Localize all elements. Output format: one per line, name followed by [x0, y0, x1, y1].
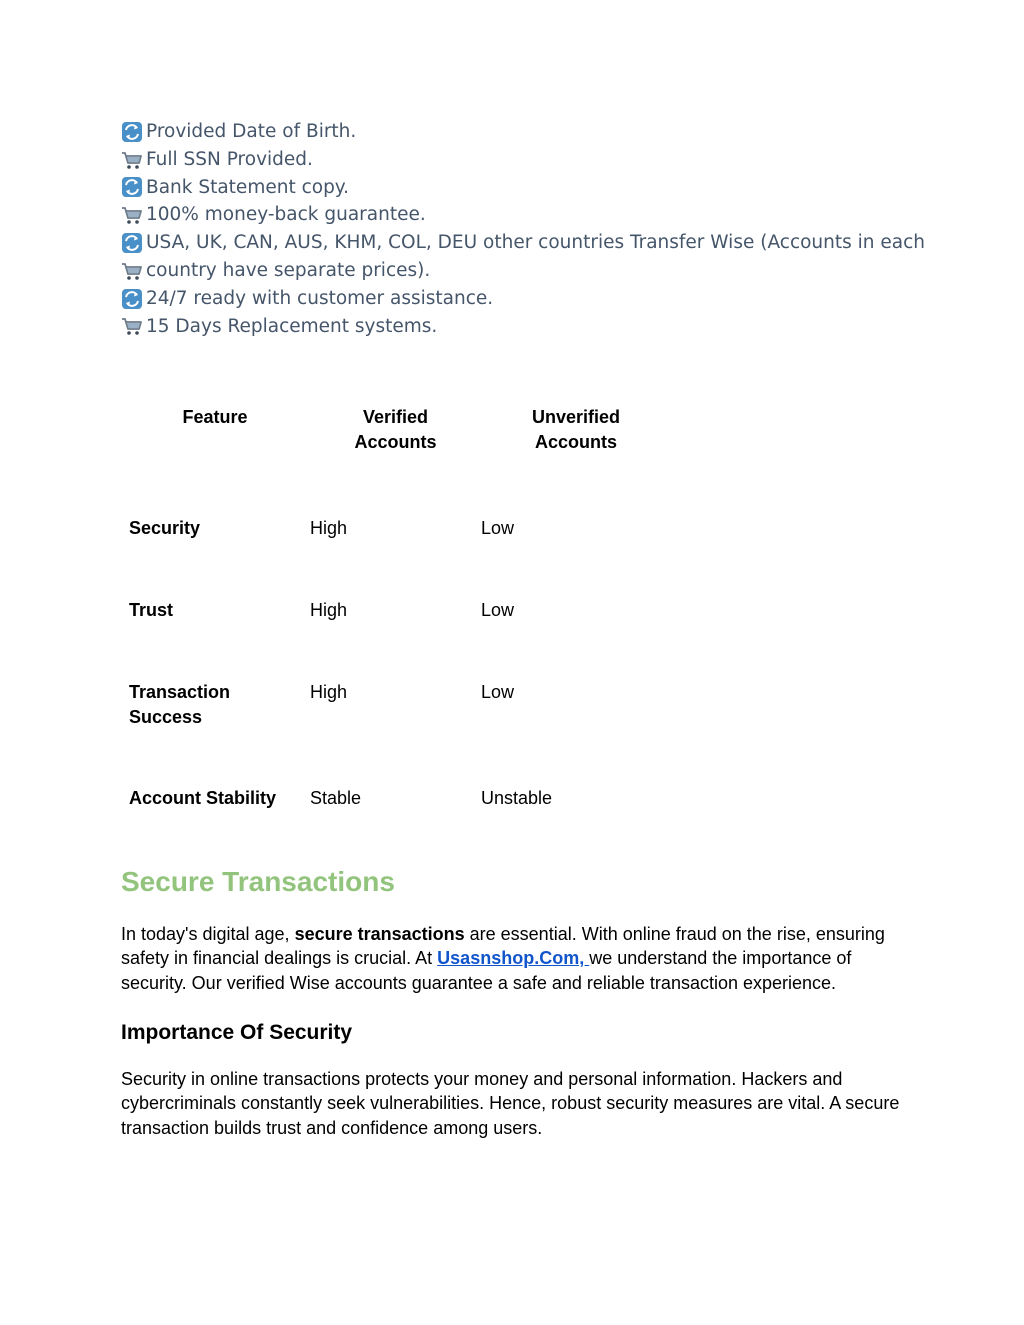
table-cell: Low — [481, 518, 515, 538]
feature-text: USA, UK, CAN, AUS, KHM, COL, DEU other countries Transfer Wise (Accounts in each — [146, 232, 926, 254]
row-label: Security — [129, 518, 201, 538]
list-item — [121, 118, 921, 146]
list-item — [121, 146, 921, 174]
column-header-feature: Feature — [182, 407, 248, 427]
secure-transactions-paragraph: In today's digital age, secure transactions are essential. With online fraud on the rise, ensuring safety in financial dealings is crucial. At Usasnshop.Com, we understand the importance of security. Our verified Wise accounts guarantee a safe and reliable transaction experience. — [121, 924, 885, 993]
column-header-unverified: Unverified Accounts — [531, 407, 621, 452]
repeat-arrows-icon — [121, 121, 143, 143]
shopping-cart-icon — [121, 204, 143, 226]
list-item — [121, 201, 921, 229]
feature-text: 100% money-back guarantee. — [146, 204, 426, 226]
feature-text: 24/7 ready with customer assistance. — [146, 287, 494, 309]
section-heading-secure-transactions: Secure Transactions — [121, 866, 395, 897]
list-item — [121, 257, 921, 285]
section-heading-importance-of-security: Importance Of Security — [121, 1021, 353, 1044]
table-cell: Stable — [310, 788, 362, 808]
list-item — [121, 229, 926, 257]
table-row — [120, 786, 671, 868]
table-header-row — [120, 396, 671, 516]
feature-text: 15 Days Replacement systems. — [146, 315, 438, 337]
feature-text: country have separate prices). — [146, 259, 431, 281]
importance-paragraph: Security in online transactions protects your money and personal information. Hackers and cybercriminals constantly seek vulnerabilities. Hence, robust security measures are vital. A secure transaction builds trust and confidence among users. — [121, 1069, 900, 1138]
list-item — [121, 285, 921, 313]
bold-phrase: secure transactions — [294, 924, 465, 944]
table-cell: High — [310, 518, 348, 538]
table-cell: High — [310, 682, 348, 702]
repeat-arrows-icon — [121, 176, 143, 198]
repeat-arrows-icon — [121, 288, 143, 310]
table-row — [120, 516, 671, 598]
table-row — [120, 598, 671, 680]
list-item — [121, 174, 921, 202]
feature-list — [121, 118, 926, 340]
row-label: Trust — [129, 600, 174, 620]
shopping-cart-icon — [121, 315, 143, 337]
row-label: Account Stability — [129, 788, 277, 808]
feature-text: Full SSN Provided. — [146, 148, 313, 170]
table-cell: Low — [481, 682, 515, 702]
table-row — [120, 680, 671, 786]
comparison-table — [120, 396, 671, 868]
shopping-cart-icon — [121, 149, 143, 171]
repeat-arrows-icon — [121, 232, 143, 254]
list-item — [121, 313, 921, 341]
table-cell: Unstable — [481, 788, 553, 808]
column-header-verified: Verified Accounts — [354, 407, 437, 452]
table-cell: High — [310, 600, 348, 620]
shopping-cart-icon — [121, 260, 143, 282]
row-label: Transaction Success — [129, 682, 231, 727]
usasnshop-link[interactable]: Usasnshop.Com, — [437, 948, 590, 969]
feature-text: Bank Statement copy. — [146, 176, 350, 198]
feature-text: Provided Date of Birth. — [146, 121, 357, 142]
table-cell: Low — [481, 600, 515, 620]
